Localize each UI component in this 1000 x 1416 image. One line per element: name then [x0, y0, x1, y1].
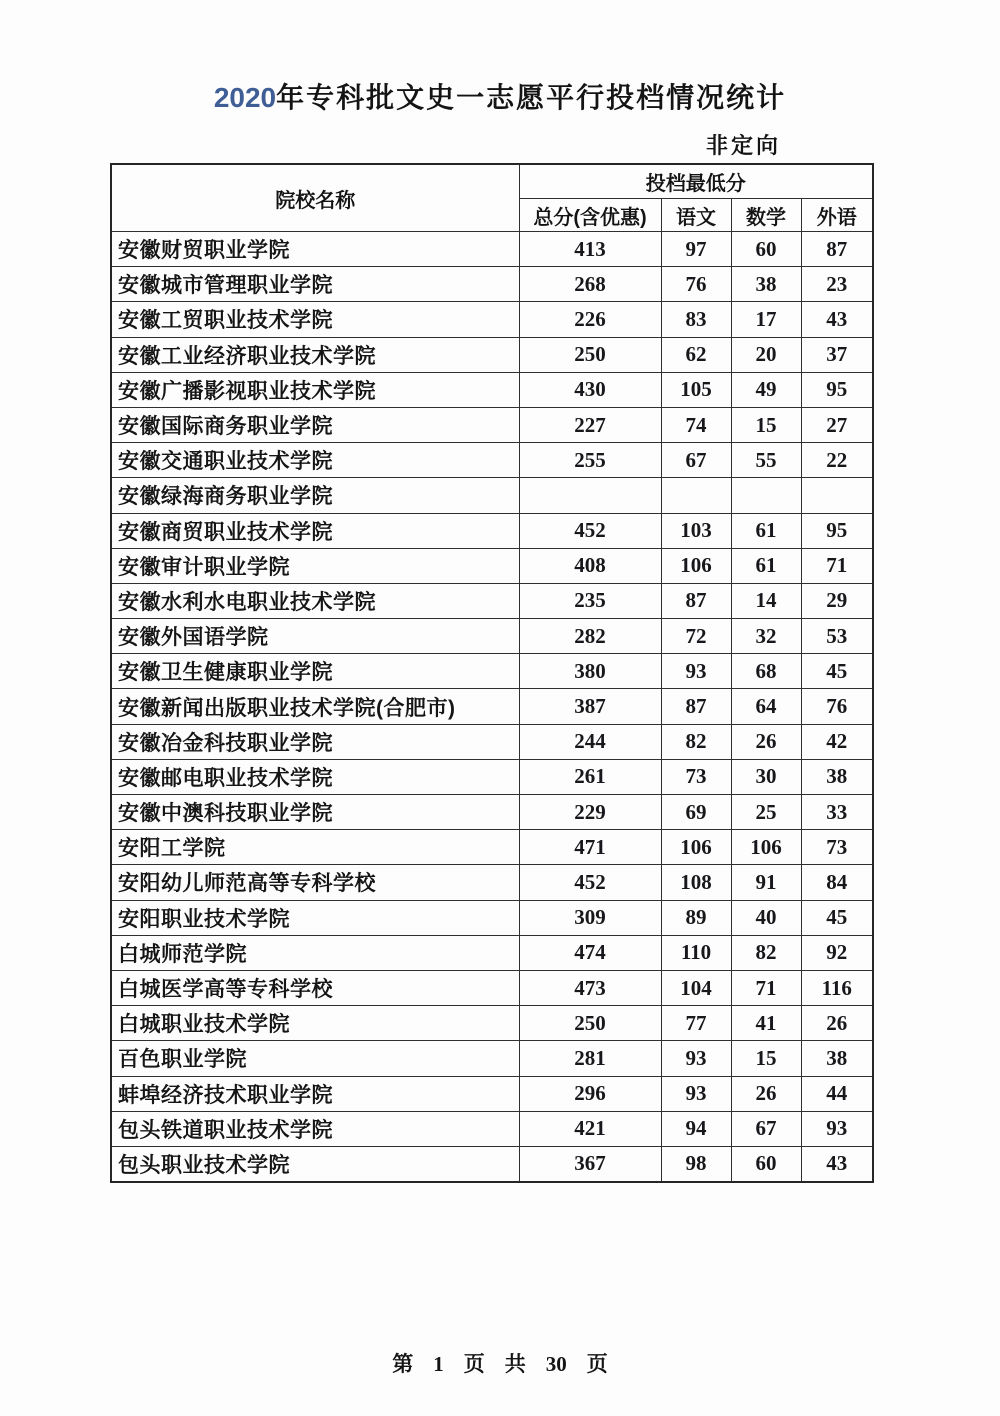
- total-score-cell: 229: [519, 795, 661, 830]
- chinese-score-cell: 108: [661, 865, 731, 900]
- foreign-score-cell: 27: [801, 407, 873, 442]
- chinese-score-cell: 82: [661, 724, 731, 759]
- math-score-cell: 71: [731, 970, 801, 1005]
- total-score-cell: 261: [519, 759, 661, 794]
- institution-name: 安徽中澳科技职业学院: [111, 795, 519, 830]
- math-score-cell: 26: [731, 724, 801, 759]
- total-score-cell: 473: [519, 970, 661, 1005]
- table-row: [111, 1146, 873, 1182]
- chinese-score-cell: [661, 478, 731, 513]
- math-score-cell: 30: [731, 759, 801, 794]
- chinese-score-cell: 62: [661, 337, 731, 372]
- institution-name: 包头职业技术学院: [111, 1146, 519, 1182]
- math-score-cell: 26: [731, 1076, 801, 1111]
- table-row: [111, 654, 873, 689]
- foreign-score-cell: 38: [801, 759, 873, 794]
- institution-name: 安徽财贸职业学院: [111, 232, 519, 267]
- chinese-score-cell: 76: [661, 267, 731, 302]
- table-row: [111, 513, 873, 548]
- foreign-score-cell: 23: [801, 267, 873, 302]
- table-row: [111, 759, 873, 794]
- footer-label-ye: 页: [463, 1353, 485, 1376]
- total-score-cell: 387: [519, 689, 661, 724]
- chinese-score-cell: 93: [661, 1076, 731, 1111]
- table-row: [111, 689, 873, 724]
- foreign-score-cell: 71: [801, 548, 873, 583]
- institution-name: 安徽邮电职业技术学院: [111, 759, 519, 794]
- math-score-cell: 49: [731, 372, 801, 407]
- chinese-score-cell: 72: [661, 619, 731, 654]
- col-header-total-score: 总分(含优惠): [519, 199, 661, 232]
- total-score-cell: 226: [519, 302, 661, 337]
- institution-name: 包头铁道职业技术学院: [111, 1111, 519, 1146]
- title-text: 年专科批文史一志愿平行投档情况统计: [276, 82, 787, 113]
- total-score-cell: 244: [519, 724, 661, 759]
- chinese-score-cell: 74: [661, 407, 731, 442]
- foreign-score-cell: 93: [801, 1111, 873, 1146]
- institution-name: 安徽新闻出版职业技术学院(合肥市): [111, 689, 519, 724]
- math-score-cell: [731, 478, 801, 513]
- table-row: [111, 724, 873, 759]
- table-row: [111, 232, 873, 267]
- table-row: [111, 443, 873, 478]
- total-score-cell: 250: [519, 1006, 661, 1041]
- institution-name: 百色职业学院: [111, 1041, 519, 1076]
- chinese-score-cell: 69: [661, 795, 731, 830]
- math-score-cell: 106: [731, 830, 801, 865]
- table-row: [111, 267, 873, 302]
- chinese-score-cell: 93: [661, 1041, 731, 1076]
- chinese-score-cell: 97: [661, 232, 731, 267]
- total-score-cell: 250: [519, 337, 661, 372]
- chinese-score-cell: 106: [661, 830, 731, 865]
- institution-name: 白城职业技术学院: [111, 1006, 519, 1041]
- col-header-chinese: 语文: [661, 199, 731, 232]
- foreign-score-cell: 95: [801, 372, 873, 407]
- table-row: [111, 337, 873, 372]
- chinese-score-cell: 105: [661, 372, 731, 407]
- institution-name: 安徽广播影视职业技术学院: [111, 372, 519, 407]
- table-row: [111, 302, 873, 337]
- math-score-cell: 91: [731, 865, 801, 900]
- chinese-score-cell: 87: [661, 689, 731, 724]
- foreign-score-cell: 92: [801, 935, 873, 970]
- col-header-foreign-language: 外语: [801, 199, 873, 232]
- institution-name: 安徽卫生健康职业学院: [111, 654, 519, 689]
- total-score-cell: 235: [519, 583, 661, 618]
- table-row: [111, 900, 873, 935]
- total-score-cell: 255: [519, 443, 661, 478]
- math-score-cell: 64: [731, 689, 801, 724]
- foreign-score-cell: 38: [801, 1041, 873, 1076]
- table-row: [111, 1041, 873, 1076]
- total-score-cell: 452: [519, 513, 661, 548]
- foreign-score-cell: 43: [801, 302, 873, 337]
- math-score-cell: 67: [731, 1111, 801, 1146]
- foreign-score-cell: 42: [801, 724, 873, 759]
- institution-name: 安阳幼儿师范高等专科学校: [111, 865, 519, 900]
- total-score-cell: 296: [519, 1076, 661, 1111]
- institution-name: 安徽绿海商务职业学院: [111, 478, 519, 513]
- institution-name: 安阳工学院: [111, 830, 519, 865]
- chinese-score-cell: 89: [661, 900, 731, 935]
- chinese-score-cell: 87: [661, 583, 731, 618]
- total-score-cell: 282: [519, 619, 661, 654]
- total-score-cell: 474: [519, 935, 661, 970]
- col-header-institution: 院校名称: [111, 164, 519, 232]
- institution-name: 安徽冶金科技职业学院: [111, 724, 519, 759]
- math-score-cell: 82: [731, 935, 801, 970]
- foreign-score-cell: 44: [801, 1076, 873, 1111]
- table-body: [111, 232, 873, 1183]
- table-row: [111, 407, 873, 442]
- table-row: [111, 619, 873, 654]
- table-row: [111, 830, 873, 865]
- institution-name: 安徽国际商务职业学院: [111, 407, 519, 442]
- institution-name: 安徽审计职业学院: [111, 548, 519, 583]
- total-score-cell: 471: [519, 830, 661, 865]
- math-score-cell: 38: [731, 267, 801, 302]
- table-row: [111, 372, 873, 407]
- total-score-cell: 452: [519, 865, 661, 900]
- math-score-cell: 41: [731, 1006, 801, 1041]
- footer-label-ye-2: 页: [586, 1353, 608, 1376]
- math-score-cell: 32: [731, 619, 801, 654]
- col-header-math: 数学: [731, 199, 801, 232]
- math-score-cell: 55: [731, 443, 801, 478]
- table-row: [111, 548, 873, 583]
- footer-label-gong: 共: [504, 1353, 526, 1376]
- foreign-score-cell: 73: [801, 830, 873, 865]
- footer-page-number: 1: [433, 1352, 444, 1376]
- orientation-label: 非定向: [706, 133, 782, 158]
- math-score-cell: 15: [731, 1041, 801, 1076]
- total-score-cell: 421: [519, 1111, 661, 1146]
- foreign-score-cell: 53: [801, 619, 873, 654]
- foreign-score-cell: 43: [801, 1146, 873, 1182]
- chinese-score-cell: 103: [661, 513, 731, 548]
- total-score-cell: 268: [519, 267, 661, 302]
- table-row: [111, 795, 873, 830]
- math-score-cell: 40: [731, 900, 801, 935]
- foreign-score-cell: 33: [801, 795, 873, 830]
- institution-name: 安徽工贸职业技术学院: [111, 302, 519, 337]
- foreign-score-cell: 22: [801, 443, 873, 478]
- footer-label-di: 第: [392, 1353, 414, 1376]
- table-row: [111, 970, 873, 1005]
- institution-name: 安徽工业经济职业技术学院: [111, 337, 519, 372]
- math-score-cell: 68: [731, 654, 801, 689]
- chinese-score-cell: 83: [661, 302, 731, 337]
- chinese-score-cell: 93: [661, 654, 731, 689]
- chinese-score-cell: 73: [661, 759, 731, 794]
- institution-name: 安阳职业技术学院: [111, 900, 519, 935]
- total-score-cell: 408: [519, 548, 661, 583]
- table-row: [111, 583, 873, 618]
- chinese-score-cell: 98: [661, 1146, 731, 1182]
- math-score-cell: 60: [731, 1146, 801, 1182]
- math-score-cell: 61: [731, 513, 801, 548]
- institution-name: 安徽水利水电职业技术学院: [111, 583, 519, 618]
- total-score-cell: 309: [519, 900, 661, 935]
- total-score-cell: 380: [519, 654, 661, 689]
- score-table: [110, 163, 874, 1183]
- title-year: 2020: [213, 82, 277, 113]
- total-score-cell: 367: [519, 1146, 661, 1182]
- math-score-cell: 60: [731, 232, 801, 267]
- foreign-score-cell: 45: [801, 900, 873, 935]
- institution-name: 白城师范学院: [111, 935, 519, 970]
- institution-name: 白城医学高等专科学校: [111, 970, 519, 1005]
- foreign-score-cell: [801, 478, 873, 513]
- foreign-score-cell: 116: [801, 970, 873, 1005]
- chinese-score-cell: 104: [661, 970, 731, 1005]
- foreign-score-cell: 45: [801, 654, 873, 689]
- foreign-score-cell: 37: [801, 337, 873, 372]
- footer-total-pages: 30: [545, 1352, 567, 1376]
- math-score-cell: 25: [731, 795, 801, 830]
- institution-name: 蚌埠经济技术职业学院: [111, 1076, 519, 1111]
- col-header-min-filing-score: 投档最低分: [519, 164, 873, 199]
- math-score-cell: 20: [731, 337, 801, 372]
- chinese-score-cell: 110: [661, 935, 731, 970]
- foreign-score-cell: 95: [801, 513, 873, 548]
- table-row: [111, 1076, 873, 1111]
- foreign-score-cell: 26: [801, 1006, 873, 1041]
- total-score-cell: 281: [519, 1041, 661, 1076]
- math-score-cell: 14: [731, 583, 801, 618]
- page-title: [0, 76, 1000, 116]
- total-score-cell: 413: [519, 232, 661, 267]
- table-header: [111, 164, 873, 232]
- table-row: [111, 478, 873, 513]
- chinese-score-cell: 106: [661, 548, 731, 583]
- table-row: [111, 1111, 873, 1146]
- total-score-cell: [519, 478, 661, 513]
- table-row: [111, 935, 873, 970]
- chinese-score-cell: 67: [661, 443, 731, 478]
- foreign-score-cell: 87: [801, 232, 873, 267]
- institution-name: 安徽商贸职业技术学院: [111, 513, 519, 548]
- total-score-cell: 430: [519, 372, 661, 407]
- institution-name: 安徽交通职业技术学院: [111, 443, 519, 478]
- foreign-score-cell: 84: [801, 865, 873, 900]
- math-score-cell: 61: [731, 548, 801, 583]
- foreign-score-cell: 29: [801, 583, 873, 618]
- math-score-cell: 17: [731, 302, 801, 337]
- chinese-score-cell: 94: [661, 1111, 731, 1146]
- math-score-cell: 15: [731, 407, 801, 442]
- table-row: [111, 865, 873, 900]
- institution-name: 安徽外国语学院: [111, 619, 519, 654]
- foreign-score-cell: 76: [801, 689, 873, 724]
- page-footer: [0, 1348, 1000, 1378]
- institution-name: 安徽城市管理职业学院: [111, 267, 519, 302]
- total-score-cell: 227: [519, 407, 661, 442]
- table-row: [111, 1006, 873, 1041]
- chinese-score-cell: 77: [661, 1006, 731, 1041]
